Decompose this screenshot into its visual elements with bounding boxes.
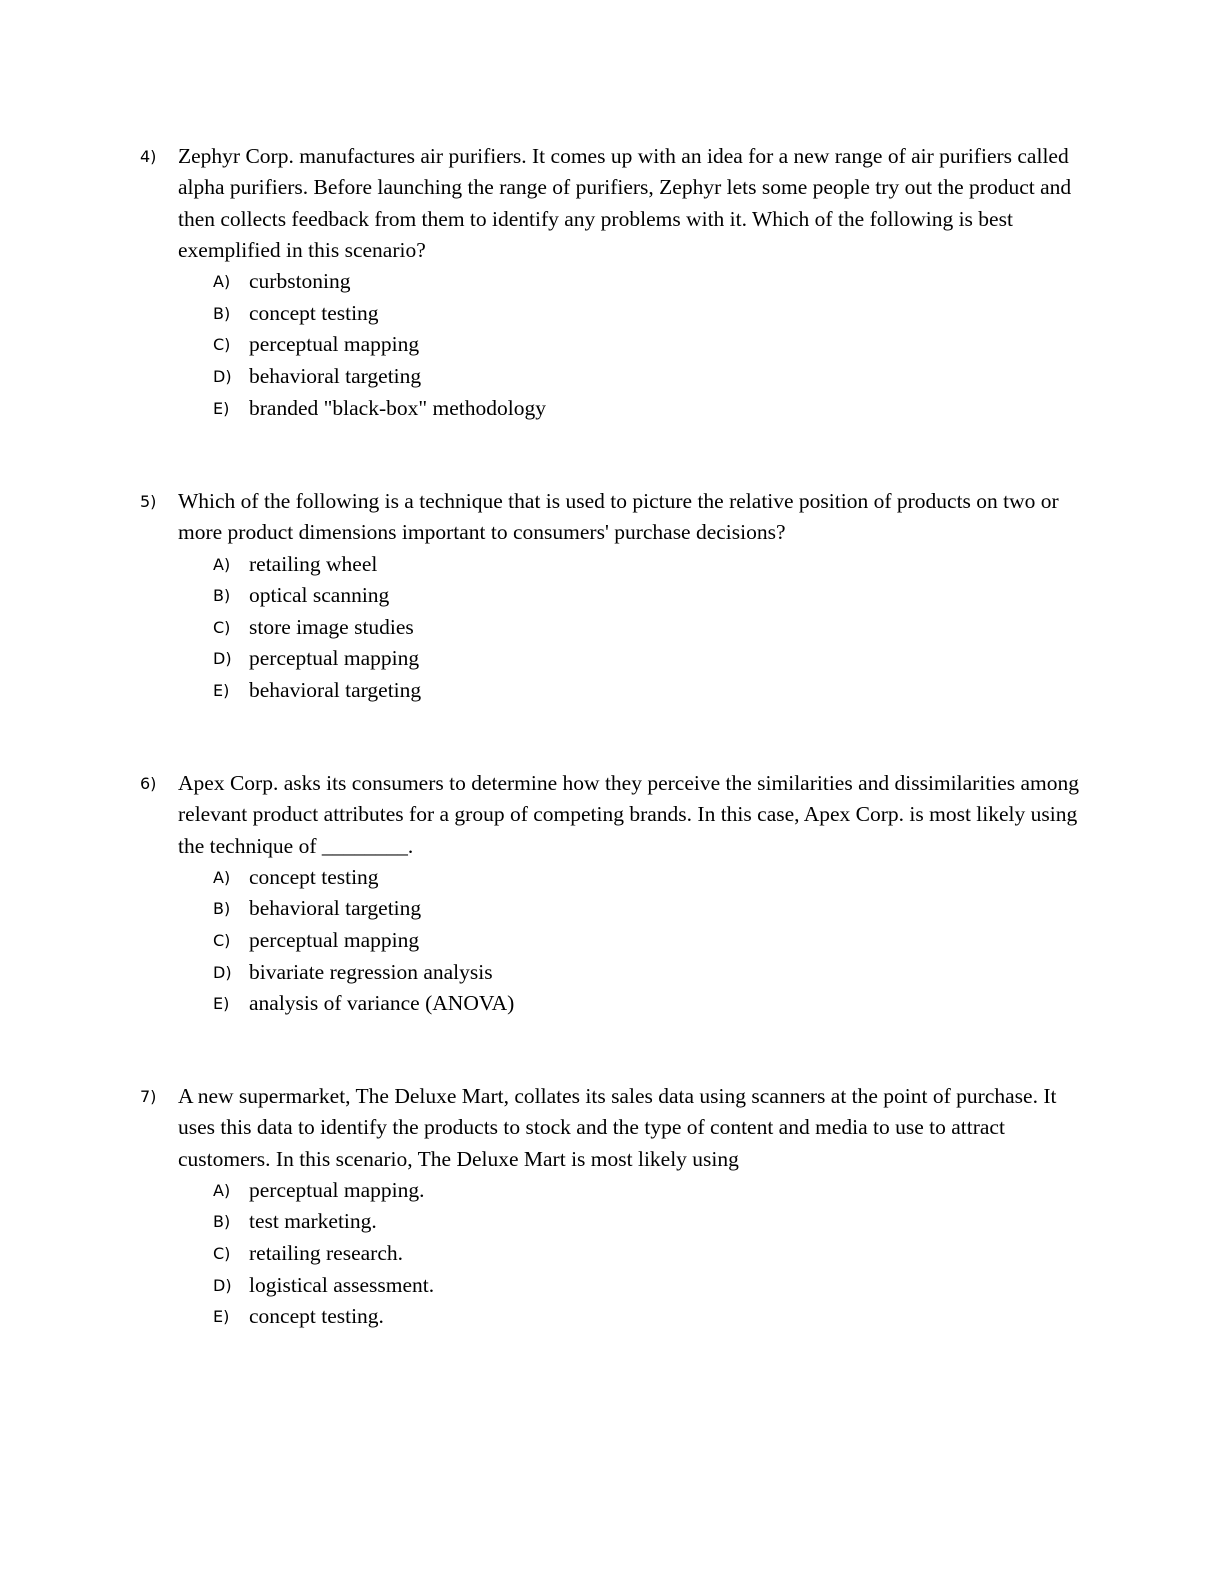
question-5 [140, 486, 1080, 707]
option-label: E) [213, 398, 230, 418]
option-e [213, 1301, 1080, 1333]
option-text: perceptual mapping [249, 928, 420, 953]
option-label: E) [213, 1307, 230, 1327]
option-label: B) [213, 586, 231, 606]
option-list [140, 549, 1080, 707]
option-text: branded "black-box" methodology [249, 395, 546, 420]
option-text: concept testing [249, 864, 379, 889]
option-label: C) [213, 335, 231, 355]
option-e [213, 988, 1080, 1020]
question-number: 5) [140, 492, 157, 511]
option-label: A) [213, 867, 231, 887]
option-label: D) [213, 1275, 232, 1295]
option-label: D) [213, 366, 232, 386]
option-label: B) [213, 303, 231, 323]
option-text: concept testing [249, 300, 379, 325]
option-b [213, 580, 1080, 612]
option-label: D) [213, 649, 232, 669]
question-stem-row [140, 768, 1080, 862]
option-a [213, 862, 1080, 894]
option-text: store image studies [249, 614, 414, 639]
option-a [213, 1175, 1080, 1207]
question-stem-row [140, 1081, 1080, 1175]
question-stem-row [140, 486, 1080, 549]
question-number: 4) [140, 147, 157, 166]
option-c [213, 925, 1080, 957]
option-label: A) [213, 554, 231, 574]
question-stem: A new supermarket, The Deluxe Mart, collates its sales data using scanners at the point of purchase. It uses this data to identify the products to stock and the type of content and media to use to attract customers. In this scenario, The Deluxe Mart is most likely using [178, 1084, 1057, 1171]
option-text: curbstoning [249, 269, 351, 294]
option-d [213, 361, 1080, 393]
option-b [213, 298, 1080, 330]
option-label: E) [213, 680, 230, 700]
option-label: A) [213, 272, 231, 292]
option-text: test marketing. [249, 1209, 377, 1234]
option-text: perceptual mapping [249, 332, 420, 357]
option-label: B) [213, 1212, 231, 1232]
question-stem: Which of the following is a technique that is used to picture the relative position of products on two or more product dimensions important to consumers' purchase decisions? [178, 489, 1059, 545]
option-d [213, 643, 1080, 675]
option-text: perceptual mapping [249, 646, 420, 671]
question-7 [140, 1081, 1080, 1333]
option-c [213, 329, 1080, 361]
option-label: C) [213, 1244, 231, 1264]
option-a [213, 266, 1080, 298]
option-text: behavioral targeting [249, 896, 422, 921]
question-number: 6) [140, 774, 157, 793]
option-text: behavioral targeting [249, 363, 422, 388]
question-stem: Apex Corp. asks its consumers to determine how they perceive the similarities and dissimilarities among relevant product attributes for a group of competing brands. In this case, Apex Corp. is most likely using the technique of ________. [178, 771, 1080, 858]
option-label: D) [213, 962, 232, 982]
option-label: C) [213, 617, 231, 637]
question-4 [140, 141, 1080, 424]
option-d [213, 1270, 1080, 1302]
option-list [140, 266, 1080, 424]
option-text: analysis of variance (ANOVA) [249, 991, 515, 1016]
option-d [213, 957, 1080, 989]
option-text: perceptual mapping. [249, 1177, 425, 1202]
option-text: logistical assessment. [249, 1272, 435, 1297]
option-e [213, 393, 1080, 425]
option-e [213, 675, 1080, 707]
option-b [213, 893, 1080, 925]
option-label: B) [213, 899, 231, 919]
option-text: retailing wheel [249, 551, 378, 576]
option-a [213, 549, 1080, 581]
option-c [213, 1238, 1080, 1270]
option-text: concept testing. [249, 1304, 384, 1329]
option-c [213, 612, 1080, 644]
option-text: retailing research. [249, 1241, 403, 1266]
option-label: E) [213, 994, 230, 1014]
option-list [140, 862, 1080, 1020]
option-text: bivariate regression analysis [249, 959, 493, 984]
option-label: A) [213, 1180, 231, 1200]
question-number: 7) [140, 1087, 157, 1106]
question-6 [140, 768, 1080, 1020]
option-b [213, 1206, 1080, 1238]
option-list [140, 1175, 1080, 1333]
option-text: behavioral targeting [249, 677, 422, 702]
question-stem: Zephyr Corp. manufactures air purifiers. It comes up with an idea for a new range of air purifiers called alpha purifiers. Before launching the range of purifiers, Zephyr lets some people try out the product and then collects feedback from them to identify any problems with it. Which of the following is best exemplified in this scenario? [178, 144, 1072, 262]
option-text: optical scanning [249, 583, 390, 608]
option-label: C) [213, 931, 231, 951]
question-stem-row [140, 141, 1080, 266]
